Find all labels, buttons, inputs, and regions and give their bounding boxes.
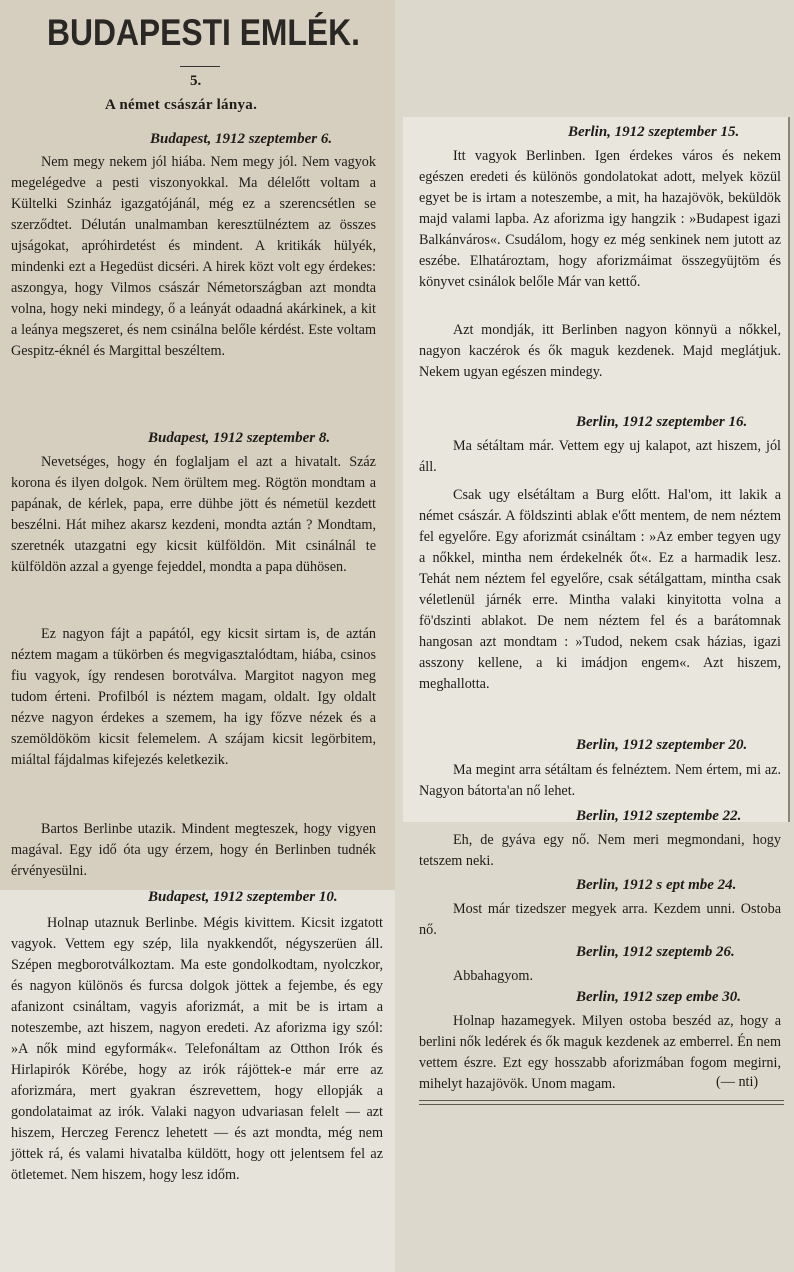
dateline-sep-20: Berlin, 1912 szeptember 20. [576, 737, 748, 753]
entry-sep-30: Holnap hazamegyek. Milyen ostoba beszéd az, hogy a berlini nők ledérek és ők maguk kezdenek az emberrel. Én nem vettem észre. Ezt egy hosszabb aforizmában fogom megirni, mihelyt hazajövök. Unom magam. [419, 1013, 781, 1092]
closing-rule-2 [419, 1104, 784, 1105]
entry-sep-24: Most már tizedszer megyek arra. Kezdem unni. Ostoba nő. [419, 901, 781, 938]
article-title: A német császár lánya. [105, 97, 258, 113]
entry-sep-10: Holnap utaznuk Berlinbe. Mégis kivittem. Kicsit izgatott vagyok. Vettem egy szép, lila nyakkendőt, négyszerüen áll. Szépen megborotválkoztam. Ma este gondolkodtam, nyolczkor, és nagyon különös és furcsa dolgok jöttek a fejembe, és egy afanizont csináltam, vagyis aforizmát, a mit be is irtam a noteszembe, azt hiszem, nagyon eredeti. Az aforizma igy szól: »A nők mind egyformák«. Telefonáltam az Otthon Irók és Hirlapirók Körébe, hogy az irók rájöttek-e már erre az aforizmára, mert gyakran észrevettem, hogy ellopják a gondolataimat az irók. Valaki nagyon udvariasan felelt — azt hiszem, Herczeg Ferencz lehetett — és azt mondta, még nem jöttek rá, és valami hivatalba küldött, hogy ott jelentsem fel az ötletemet. Nem hiszem, hogy lesz időm. [11, 915, 383, 1183]
closing-rule-1 [419, 1100, 784, 1101]
dateline-sep-15: Berlin, 1912 szeptember 15. [568, 124, 740, 140]
dateline-sep-10: Budapest, 1912 szeptember 10. [148, 889, 338, 905]
entry-sep-26: Abbahagyom. [453, 968, 533, 984]
section-number: 5. [190, 73, 202, 89]
dateline-sep-6: Budapest, 1912 szeptember 6. [150, 131, 333, 147]
entry-sep-16-part-2: Csak ugy elsétáltam a Burg előtt. Hal'om, itt lakik a német császár. A földszinti ablak e'őtt mentem, de nem néztem fel egyelőre. Egy aforizmát csináltam : »Az ember tegyen ugy a nőkkel, mintha nem érdekelnék őt«. Ez a harmadik lesz. Tehát nem néztem fel egyelőre, csak sétálgattam, mintha csak véletlenül járnék erre. Mintha valaki kinyitotta volna a fö'dszinti ablakot. De nem néztem fel és a barátomnak hangosan azt mondtam : »Tudod, nekem csak házias, igazi asszony kellene, a ki imádjon engem«. Azt hiszem, meghallotta. [419, 487, 781, 692]
dateline-sep-22: Berlin, 1912 szeptembe 22. [576, 808, 742, 824]
entry-sep-15-part-2: Azt mondják, itt Berlinben nagyon könnyü a nőkkel, nagyon kaczérok és ők maguk kezdenek. Majd meglátjuk. Nekem ugyan egészen mindegy. [419, 322, 781, 380]
dateline-sep-16: Berlin, 1912 szeptember 16. [576, 414, 748, 430]
number-rule [180, 66, 220, 67]
masthead-title: BUDAPESTI EMLÉK. [47, 12, 360, 53]
entry-sep-8-part-1: Nevetséges, hogy én foglaljam el azt a hivatalt. Száz korona és ilyen dolgok. Nem örültem meg. Rögtön mondtam a papának, de kérlek, papa, erre dühbe jött és németül kezdett beszélni. Hát mihez akarsz kezdeni, mondta aztán ? Mondtam, szeretnék utazgatni egy kicsit külföldön. Mit csinálnál te külföldön azzal a gyenge fejeddel, mondta a papa dühösen. [11, 454, 376, 575]
dateline-sep-8: Budapest, 1912 szeptember 8. [148, 430, 331, 446]
author-signature: (— nti) [716, 1074, 759, 1090]
entry-sep-16-part-1: Ma sétáltam már. Vettem egy uj kalapot, azt hiszem, jól áll. [419, 438, 781, 475]
entry-sep-8-part-3: Bartos Berlinbe utazik. Mindent megteszek, hogy vigyen magával. Egy idő óta ugy érzem, hogy én Berlinben tudnék érvényesülni. [11, 821, 376, 879]
dateline-sep-30: Berlin, 1912 szep embe 30. [576, 989, 741, 1005]
entry-sep-20: Ma megint arra sétáltam és felnéztem. Nem értem, mi az. Nagyon bátorta'an nő lehet. [419, 762, 781, 799]
dateline-sep-26: Berlin, 1912 szeptemb 26. [576, 944, 735, 960]
entry-sep-6: Nem megy nekem jól hiába. Nem megy jól. Nem vagyok megelégedve a pesti viszonyokkal. Ma délelőtt voltam a Kültelki Szinház igazgatójánál, még ez a szerencsétlen se szerződtet. Délután unalmamban keresztülnéztem az összes ujságokat, apróhirdetést és mindent. A kritikák hülyék, mindenki ezt a Hegedüst dicséri. A hirek közt volt egy érdekes: aszongya, hogy Vilmos császár Németországban azt mondta volna, hogy neki mindegy, ő a leányát odaadná akárkinek, a kit a leánya megszeret, és nem csinálna belőle kérdést. Este voltam Gespitz-éknél és Margittal beszéltem. [11, 154, 376, 359]
dateline-sep-24: Berlin, 1912 s ept mbe 24. [576, 877, 737, 893]
entry-sep-8-part-2: Ez nagyon fájt a papától, egy kicsit sirtam is, de aztán néztem magam a tükörben és megvigasztalódtam, hiába, csinos fiu vagyok, így rendesen borotválva. Margitot nagyon meg tudom érteni. Profilból is néztem magam, oldalt. Igy oldalt nézve nagyon érdekes a szemem, ha igy főzve nézek és a szemöldököm kicsit felemelem. A szájam kicsit legörbitem, miáltal fájdalmas kifejezés keletkezik. [11, 626, 376, 768]
entry-sep-15-part-1: Itt vagyok Berlinben. Igen érdekes város és nekem egészen eredeti és különös gondolatokat adott, melyek közül egyet be is irtam a noteszembe, a mit, ha hazajövök, beküldök majd valami lapba. Az aforizma igy hangzik : »Budapest igazi Balkánváros«. Csudálom, hogy ez még senkinek nem jutott az eszébe. Elhatároztam, hogy aforizmáimat összegyüjtöm és könyvet csinálok belőle Már van kettő. [419, 148, 781, 290]
entry-sep-22: Eh, de gyáva egy nő. Nem meri megmondani, hogy tetszem neki. [419, 832, 781, 869]
